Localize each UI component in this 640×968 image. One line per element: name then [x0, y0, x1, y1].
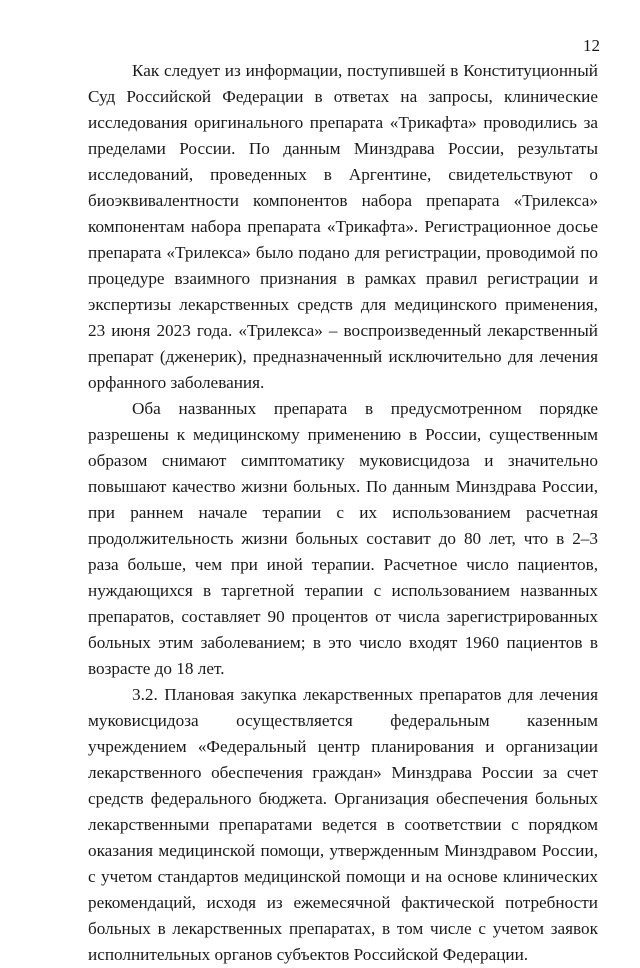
page-number: 12 [583, 36, 600, 55]
paragraph-procurement: 3.2. Плановая закупка лекарственных препаратов для лечения муковисцидоза осуществляется федеральным казенным учреждением «Федеральный центр планирования и организации лекарственного обеспечения граждан» Минздрава России за счет средств федерального бюджета. Организация обеспечения больных лекарственными препаратами ведется в соответствии с порядком оказания медицинской помощи, утвержденным Минздравом России, с учетом стандартов медицинской помощи и на основе клинических рекомендаций, исходя из ежемесячной фактической потребности больных в лекарственных препаратах, в том числе с учетом заявок исполнительных органов субъектов Российской Федерации. [88, 685, 598, 964]
paragraph-drug-approval: Оба названных препарата в предусмотренном порядке разрешены к медицинскому применению в России, существенным образом снимают симптоматику муковисцидоза и значительно повышают качество жизни больных. По данным Минздрава России, при раннем начале терапии с их использованием расчетная продолжительность жизни больных составит до 80 лет, что в 2–3 раза больше, чем при иной терапии. Расчетное число пациентов, нуждающихся в таргетной терапии с использованием названных препаратов, составляет 90 процентов от числа зарегистрированных больных этим заболеванием; в это число входят 1960 пациентов в возрасте до 18 лет. [88, 399, 598, 678]
paragraph-clinical-trials: Как следует из информации, поступившей в Конституционный Суд Российской Федерации в ответах на запросы, клинические исследования оригинального препарата «Трикафта» проводились за пределами России. По данным Минздрава России, результаты исследований, проведенных в Аргентине, свидетельствуют о биоэквивалентности компонентов набора препарата «Трилекса» компонентам набора препарата «Трикафта». Регистрационное досье препарата «Трилекса» было подано для регистрации, проводимой по процедуре взаимного признания в рамках правил регистрации и экспертизы лекарственных средств для медицинского применения, 23 июня 2023 года. «Трилекса» – воспроизведенный лекарственный препарат (дженерик), предназначенный исключительно для лечения орфанного заболевания. [88, 61, 598, 392]
document-body [88, 58, 598, 968]
